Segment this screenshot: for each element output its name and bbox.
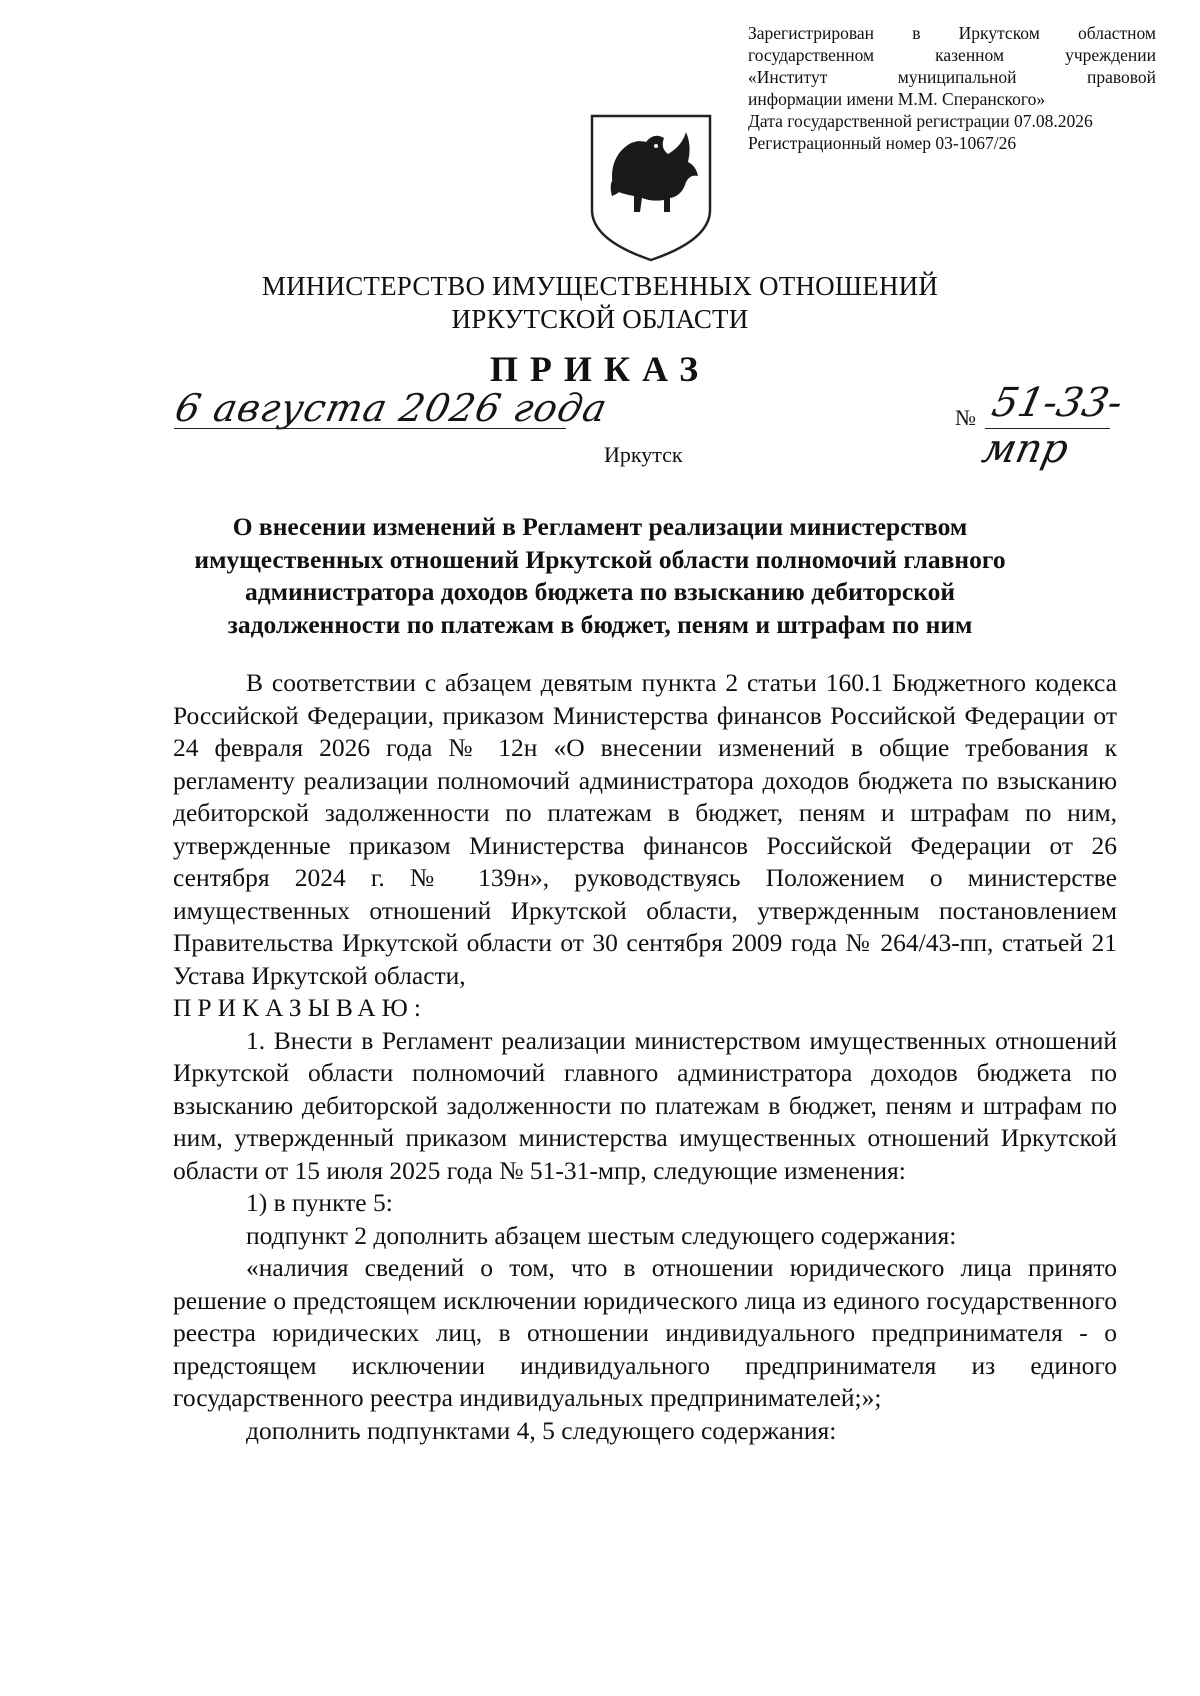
document-title: О внесении изменений в Регламент реализации министерством имущественных отношений Иркутской области полномочий главного администратора доходов бюджета по взысканию дебиторской задолженности по платежам в бюджет, пеням и штрафам по ним xyxy=(194,512,1006,639)
registration-line: Зарегистрирован в Иркутском областном xyxy=(748,23,1156,43)
order-word: ПРИКАЗЫВАЮ: xyxy=(173,993,427,1022)
handwritten-order-number: 51-33-мпр xyxy=(978,380,1127,472)
registration-line: государственном казенном учреждении xyxy=(748,45,1156,65)
registration-stamp xyxy=(748,22,1156,154)
registration-line: «Институт муниципальной правовой xyxy=(748,67,1156,87)
order-title: ПРИКАЗ xyxy=(489,349,711,389)
item-1: 1. Внести в Регламент реализации министерством имущественных отношений Иркутской области полномочий главного администратора доходов бюджета по взысканию дебиторской задолженности по платежам в бюджет, пеням и штрафам по ним, утвержденный приказом министерства имущественных отношений Иркутской области от 15 июля 2025 года № 51-31-мпр, следующие изменения: xyxy=(173,1025,1117,1185)
ministry-line: ИРКУТСКОЙ ОБЛАСТИ xyxy=(451,304,749,334)
document-body xyxy=(173,667,1117,1447)
quoted-paragraph: «наличия сведений о том, что в отношении юридического лица принято решение о предстоящем исключении юридического лица из единого государственного реестра юридических лиц, в отношении индивидуального предпринимателя - о предстоящем исключении индивидуального предпринимателя из единого государственного реестра индивидуальных предпринимателей;»; xyxy=(173,1253,1117,1412)
ministry-line: МИНИСТЕРСТВО ИМУЩЕСТВЕННЫХ ОТНОШЕНИЙ xyxy=(261,271,939,301)
number-underline xyxy=(985,428,1110,429)
number-label: № xyxy=(955,405,976,430)
subitem-1: 1) в пункте 5: xyxy=(246,1188,393,1217)
handwritten-date: 6 августа 2026 года xyxy=(171,386,612,430)
date-underline xyxy=(174,428,566,429)
registration-number: Регистрационный номер 03-1067/26 xyxy=(748,133,1017,153)
subitem-1-a: подпункт 2 дополнить абзацем шестым следующего содержания: xyxy=(246,1220,957,1250)
subitem-1-b: дополнить подпунктами 4, 5 следующего содержания: xyxy=(246,1415,837,1445)
registration-date: Дата государственной регистрации 07.08.2026 xyxy=(748,111,1093,131)
preamble-paragraph: В соответствии с абзацем девятым пункта 2 статьи 160.1 Бюджетного кодекса Российской Федерации, приказом Министерства финансов Российской Федерации от 24 февраля 2026 года № 12н «О внесении изменений в общие требования к регламенту реализации полномочий администратора доходов бюджета по взысканию дебиторской задолженности по платежам в бюджет, пеням и штрафам по ним, утвержденные приказом Министерства финансов Российской Федерации от 26 сентября 2024 г. № 139н», руководствуясь Положением о министерстве имущественных отношений Иркутской области, утвержденным постановлением Правительства Иркутской области от 30 сентября 2009 года № 264/43-пп, статьей 21 Устава Иркутской области, xyxy=(173,668,1117,990)
city: Иркутск xyxy=(604,442,683,467)
registration-line: информации имени М.М. Сперанского» xyxy=(748,89,1046,109)
coat-of-arms-icon xyxy=(586,112,716,264)
ministry-name xyxy=(0,270,1200,336)
